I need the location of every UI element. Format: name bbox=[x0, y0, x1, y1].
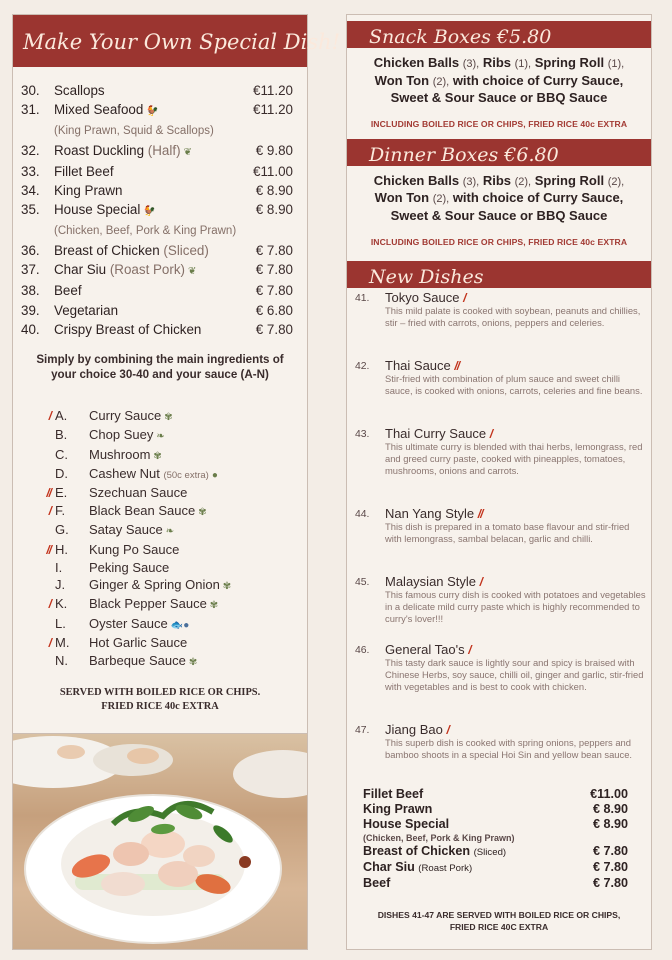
list-item: 46. General Tao's / This tasty dark sauce is lightly sour and spicy is braised with Chinese Herbs, soy sauce, chilli oil, ginger and garlic, stir-fried with vegetables and is best to cook with chicken. bbox=[355, 642, 644, 693]
dinner-including-note: INCLUDING BOILED RICE OR CHIPS, FRIED RICE 40c EXTRA bbox=[370, 236, 628, 247]
list-item: L. Oyster Sauce 🐟● bbox=[55, 615, 190, 631]
chili-icon: / bbox=[479, 575, 483, 589]
list-item: / K. Black Pepper Sauce ✾ bbox=[33, 595, 307, 614]
chili-icon: // bbox=[454, 359, 460, 373]
house-special-subtitle: (Chicken, Beef, Pork & King Prawn) bbox=[54, 224, 237, 237]
list-item: // E. Szechuan Sauce bbox=[33, 484, 307, 502]
list-item: G. Satay Sauce ❧ bbox=[55, 522, 175, 538]
leaf-icon: ✾ bbox=[198, 507, 207, 519]
list-item: D. Cashew Nut (50c extra) ● bbox=[55, 465, 218, 481]
list-item: J. Ginger & Spring Onion ✾ bbox=[55, 577, 232, 593]
price-row: Breast of Chicken (Sliced) € 7.80 bbox=[363, 844, 628, 859]
mixed-seafood-subtitle: (King Prawn, Squid & Scallops) bbox=[54, 124, 214, 137]
leaf-icon: ❦ bbox=[183, 146, 192, 158]
list-item: C. Mushroom ✾ bbox=[55, 446, 162, 462]
chicken-icon: 🐓 bbox=[143, 206, 156, 218]
list-item: 33. Fillet Beef €11.00 bbox=[21, 163, 293, 179]
leaf-icon: ✾ bbox=[222, 581, 232, 593]
list-item: 47. Jiang Bao / This superb dish is cooked with spring onions, peppers and bamboo shoots in a special Hoi Sin and yellow bean sauce. bbox=[355, 722, 633, 761]
leaf-icon: ❦ bbox=[188, 266, 197, 278]
chili-icon: / bbox=[468, 643, 471, 657]
price-row: House Special € 8.90 bbox=[363, 817, 628, 832]
chili-icon: // bbox=[477, 507, 483, 521]
sauce-list bbox=[13, 407, 307, 671]
right-menu-panel bbox=[346, 14, 652, 950]
sprout-icon: ❧ bbox=[165, 526, 175, 538]
chili-icon: / bbox=[48, 504, 51, 519]
list-item: 42. Thai Sauce // Stir-fried with combination of plum sauce and sweet chilli sauce, is cooked with onions, carrots, celeries and fine beans. bbox=[355, 358, 643, 397]
price-row: Fillet Beef €11.00 bbox=[363, 787, 628, 801]
list-item: / A. Curry Sauce ✾ bbox=[33, 407, 307, 426]
price-row: Char Siu (Roast Pork) € 7.80 bbox=[363, 860, 628, 875]
chili-icon: / bbox=[48, 409, 51, 424]
list-item: 38. Beef € 7.80 bbox=[21, 283, 293, 299]
chili-icon: / bbox=[463, 291, 466, 305]
chili-icon: // bbox=[46, 542, 51, 557]
list-item: 37. Char Siu (Roast Pork) ❦ € 7.80 bbox=[21, 262, 293, 278]
list-item: 45. Malaysian Style / This famous curry dish is cooked with potatoes and vegetables in a delicate mild curry paste which is highly recommended to curry's lover!!! bbox=[355, 574, 646, 625]
chili-icon: / bbox=[48, 597, 51, 612]
chili-icon: / bbox=[489, 427, 493, 441]
dinner-boxes-banner: Dinner Boxes €6.80 bbox=[347, 139, 651, 166]
list-item: / F. Black Bean Sauce ✾ bbox=[33, 502, 307, 521]
prawn-dish-image bbox=[13, 734, 307, 949]
food-photo bbox=[13, 733, 307, 949]
chicken-icon: 🐓 bbox=[146, 106, 159, 118]
list-item: 31. Mixed Seafood 🐓 €11.20 bbox=[21, 102, 293, 118]
footer-note: DISHES 41-47 ARE SERVED WITH BOILED RICE OR CHIPS, FRIED RICE 40C EXTRA bbox=[377, 910, 621, 932]
new-dishes-price-list bbox=[363, 787, 628, 892]
list-item: 44. Nan Yang Style // This dish is prepared in a tomato base flavour and stir-fried with lemongrass, sambal belacan, garlic and chilli. bbox=[355, 506, 630, 545]
house-special-subtitle: (Chicken, Beef, Pork & King Prawn) bbox=[363, 833, 515, 844]
snack-box-description: Chicken Balls (3), Ribs (1), Spring Roll (1), Won Ton (2), with choice of Curry Sauce, Sweet & Sour Sauce or BBQ Sauce bbox=[373, 55, 625, 106]
list-item: 39. Vegetarian € 6.80 bbox=[21, 302, 293, 318]
nut-icon: ● bbox=[211, 469, 218, 481]
list-item: 43. Thai Curry Sauce / This ultimate curry is blended with thai herbs, lemongrass, red and greed curry paste, cooked with pineapples, tomatoes, mushrooms, onions and carrots. bbox=[355, 426, 643, 477]
list-item: / M. Hot Garlic Sauce bbox=[33, 634, 307, 652]
snack-boxes-banner: Snack Boxes €5.80 bbox=[347, 21, 651, 48]
served-note: SERVED WITH BOILED RICE OR CHIPS. FRIED RICE 40c EXTRA bbox=[59, 687, 261, 712]
leaf-icon: ✾ bbox=[153, 450, 162, 462]
list-item: 34. King Prawn € 8.90 bbox=[21, 183, 293, 199]
list-item: I. Peking Sauce bbox=[55, 559, 170, 575]
list-item: 35. House Special 🐓 € 8.90 bbox=[21, 202, 293, 218]
chili-icon: / bbox=[48, 635, 51, 650]
special-dish-banner: Make Your Own Special Dish! bbox=[13, 15, 307, 67]
list-item: 36. Breast of Chicken (Sliced) € 7.80 bbox=[21, 242, 293, 258]
chili-icon: // bbox=[46, 486, 51, 501]
snack-including-note: INCLUDING BOILED RICE OR CHIPS, FRIED RICE 40c EXTRA bbox=[370, 118, 628, 129]
chili-icon: / bbox=[446, 723, 449, 737]
list-item: 32. Roast Duckling (Half) ❦ € 9.80 bbox=[21, 142, 293, 158]
leaf-icon: ✾ bbox=[209, 600, 219, 612]
fish-icon: 🐟● bbox=[170, 619, 190, 631]
price-row: Beef € 7.80 bbox=[363, 876, 628, 891]
list-item: 30. Scallops €11.20 bbox=[21, 83, 293, 98]
mains-list bbox=[13, 67, 307, 339]
dinner-box-description: Chicken Balls (3), Ribs (2), Spring Roll (2), Won Ton (2), with choice of Curry Sauce, Sweet & Sour Sauce or BBQ Sauce bbox=[373, 172, 625, 223]
list-item: B. Chop Suey ❧ bbox=[55, 427, 165, 443]
left-menu-panel bbox=[12, 14, 341, 950]
new-dishes-banner: New Dishes bbox=[347, 261, 651, 288]
combo-instructions: Simply by combining the main ingredients of your choice 30-40 and your sauce (A-N) bbox=[36, 353, 284, 382]
leaf-icon: ✾ bbox=[164, 412, 173, 424]
list-item: 41. Tokyo Sauce / This mild palate is cooked with soybean, peanuts and chillies, stir – fried with carrots, onions, peppers and celeries. bbox=[355, 290, 641, 329]
list-item: 40. Crispy Breast of Chicken € 7.80 bbox=[21, 321, 293, 337]
price-row: King Prawn € 8.90 bbox=[363, 802, 628, 817]
leaf-icon: ✾ bbox=[188, 656, 198, 668]
list-item: // H. Kung Po Sauce bbox=[33, 541, 307, 559]
list-item: N. Barbeque Sauce ✾ bbox=[55, 652, 198, 668]
sprout-icon: ❧ bbox=[156, 431, 165, 443]
